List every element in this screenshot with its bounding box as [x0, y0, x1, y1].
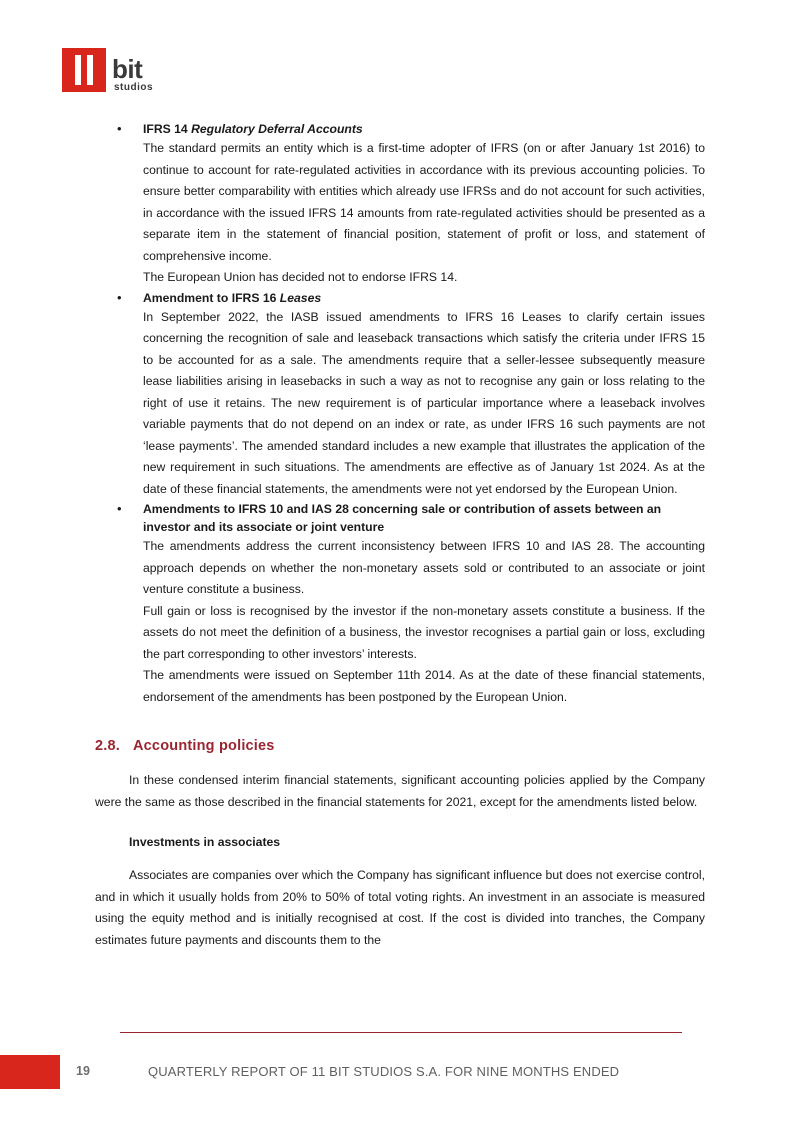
section-number: 2.8.	[95, 738, 120, 754]
section-intro-paragraph: In these condensed interim financial statements, significant accounting policies applied by the Company were the same as those described in the financial statements for 2021, except for the amendments listed below.	[95, 773, 705, 809]
list-item	[95, 500, 705, 708]
footer-divider	[120, 1032, 682, 1033]
list-item	[95, 120, 705, 289]
subsection-heading: Investments in associates	[129, 835, 281, 849]
logo-wordmark: bit	[112, 54, 143, 84]
bullet-paragraph: The European Union has decided not to endorse IFRS 14.	[143, 270, 458, 284]
bullet-title	[143, 289, 705, 307]
footer-accent-block	[0, 1055, 60, 1089]
footer-title: QUARTERLY REPORT OF 11 BIT STUDIOS S.A. FOR NINE MONTHS ENDED	[148, 1064, 620, 1079]
bullet-paragraph: In September 2022, the IASB issued amendments to IFRS 16 Leases to clarify certain issues concerning the recognition of sale and leaseback transactions which satisfy the criteria under IFRS 15 to be accounted for as a sale. The amendments require that a seller-lessee subsequently measure lease liabilities arising in leasebacks in such a way as not to recognise any gain or loss relating to the right of use it retains. The new requirement is of particular importance where a leaseback involves variable payments that do not depend on an index or rate, as under IFRS 16 such payments are not ‘lease payments’. The amended standard includes a new example that illustrates the application of the new requirement in such situations. The amendments are effective as of January 1st 2024. As at the date of these financial statements, the amendments were not yet endorsed by the European Union.	[143, 309, 705, 496]
section-title: Accounting policies	[133, 738, 275, 754]
bullet-title: • Amendments to IFRS 10 and IAS 28 concerning sale or contribution of assets between an investor and its associate or joint venture	[143, 502, 662, 534]
bullet-title-plain: Amendment to IFRS 16	[143, 290, 280, 305]
page-number: 19	[76, 1064, 90, 1078]
standards-bullet-list	[95, 120, 705, 708]
bullet-title-italic: Regulatory Deferral Accounts	[191, 122, 363, 136]
bullet-title	[143, 120, 705, 138]
page-footer	[0, 1055, 800, 1095]
logo-subtext: studios	[114, 82, 154, 93]
logo-mark-icon	[62, 48, 106, 92]
bullet-paragraph: Full gain or loss is recognised by the investor if the non-monetary assets constitute a business. If the assets do not meet the definition of a business, the investor recognises a partial gain or loss, excluding the part corresponding to other investors’ interests.	[143, 603, 705, 661]
list-item	[95, 289, 705, 501]
bullet-paragraph: The standard permits an entity which is a first-time adopter of IFRS (on or after January 1st 2016) to continue to account for rate-regulated activities in accordance with its previous accounting policies. To ensure better comparability with entities which already use IFRSs and do not account for such activities, in accordance with the issued IFRS 14 amounts from rate-regulated activities should be presented as a separate item in the statement of financial position, statement of profit or loss, and statement of comprehensive income.	[143, 141, 705, 263]
section-heading	[95, 738, 705, 754]
company-logo	[62, 48, 172, 100]
subsection-paragraph: Associates are companies over which the Company has significant influence but does not exercise control, and in which it usually holds from 20% to 50% of total voting rights. An investment in an associate is measured using the equity method and is initially recognised at cost. If the cost is divided into tranches, the Company estimates future payments and discounts them to the	[95, 868, 705, 947]
bullet-title-plain: IFRS 14	[143, 122, 192, 136]
bullet-title-italic: Leases	[279, 290, 322, 305]
bullet-paragraph: The amendments address the current inconsistency between IFRS 10 and IAS 28. The accounting approach depends on whether the non-monetary assets sold or contributed to an associate or joint venture constitute a business.	[143, 539, 705, 596]
bullet-paragraph: The amendments were issued on September 11th 2014. As at the date of these financial statements, endorsement of the amendments has been postponed by the European Union.	[143, 668, 705, 704]
page-content	[95, 120, 705, 951]
